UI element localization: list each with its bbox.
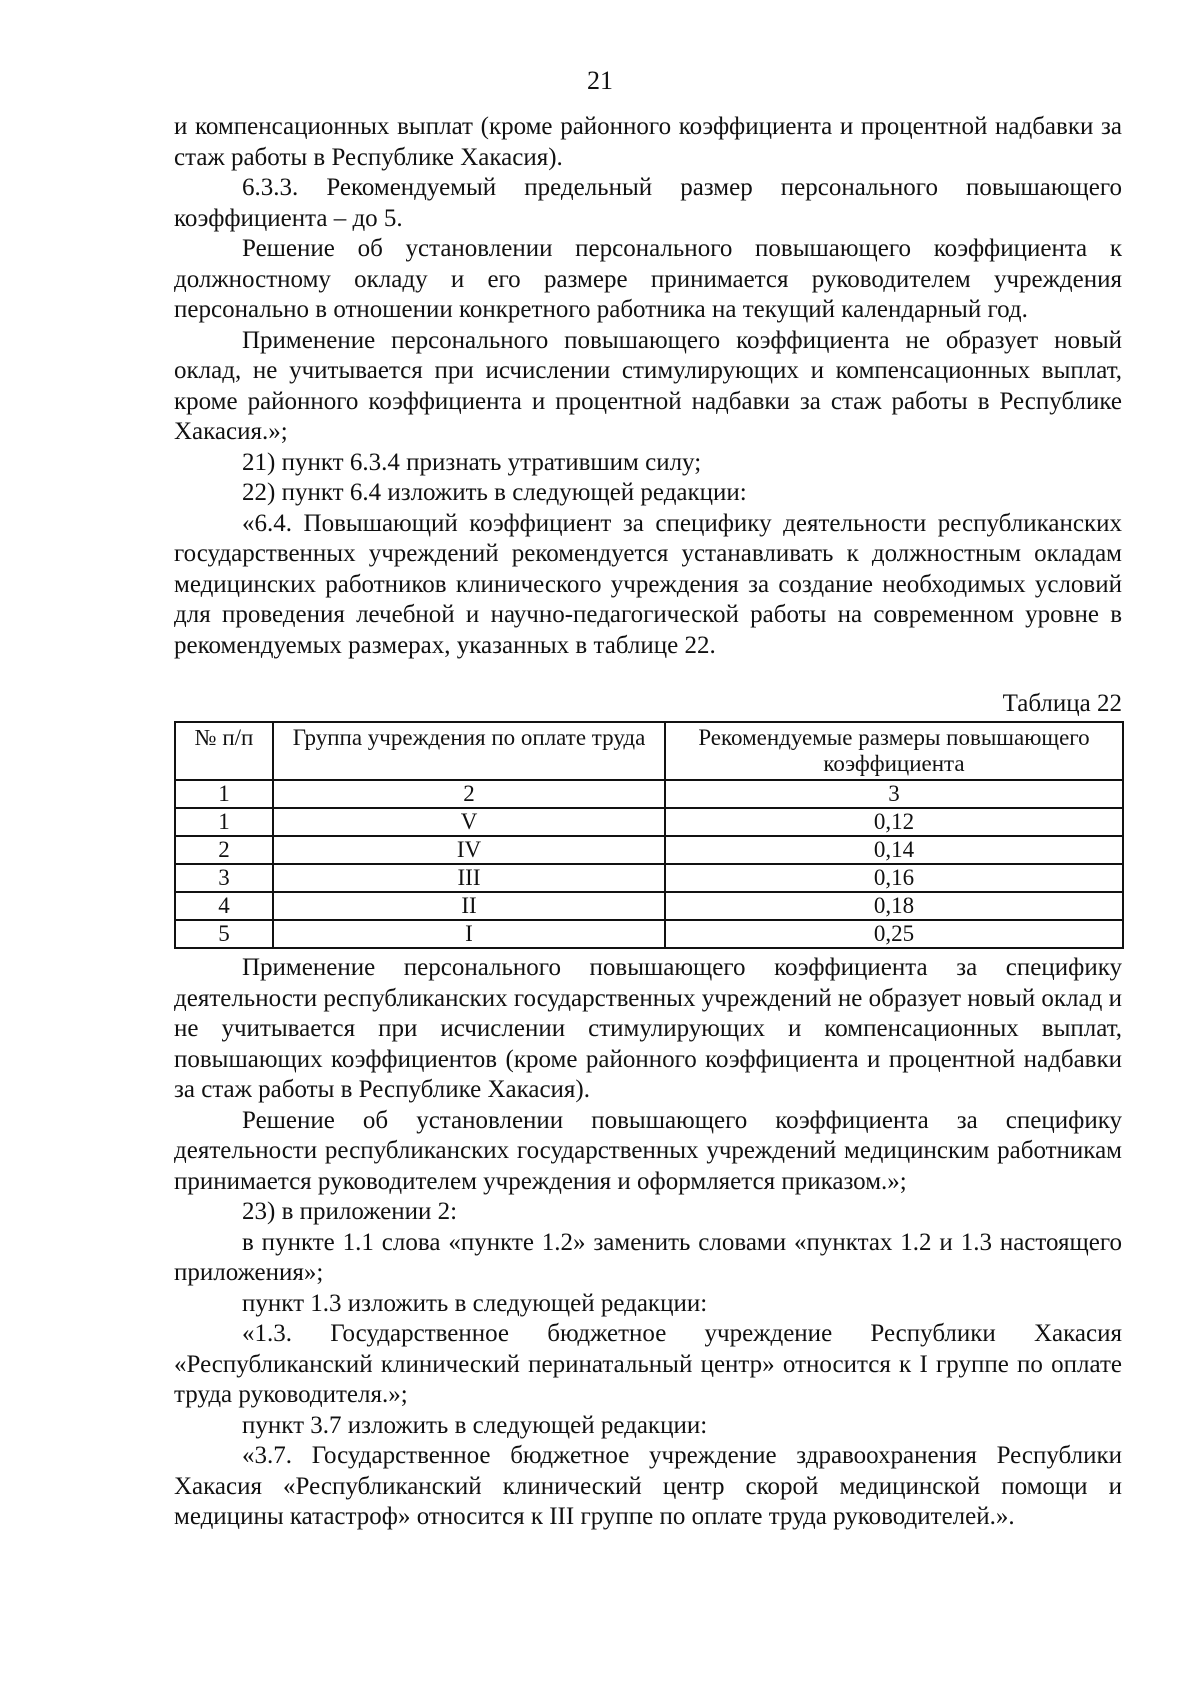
cell-coefficient: 0,25 <box>665 920 1123 948</box>
cell-coefficient: 0,14 <box>665 836 1123 864</box>
table-caption: Таблица 22 <box>1002 690 1122 717</box>
document-body <box>174 112 1122 1533</box>
cell-number: 1 <box>175 808 273 836</box>
page-number: 21 <box>587 66 613 95</box>
body-paragraph: 22) пункт 6.4 изложить в следующей редакции: <box>242 479 747 506</box>
coefficient-table <box>174 721 1124 949</box>
table-header-row <box>175 722 1123 780</box>
column-number-2: 2 <box>273 780 665 808</box>
body-paragraph: в пункте 1.1 слова «пункте 1.2» заменить словами «пунктах 1.2 и 1.3 настоящего приложения»; <box>174 1228 1122 1286</box>
body-paragraph: 21) пункт 6.3.4 признать утратившим силу; <box>242 448 702 476</box>
paragraphs-before-table <box>174 112 1122 661</box>
table-body <box>175 780 1123 948</box>
cell-group: I <box>273 920 665 948</box>
cell-group: V <box>273 808 665 836</box>
header-number: № п/п <box>175 722 273 780</box>
body-paragraph: 6.3.3. Рекомендуемый предельный размер персонального повышающего коэффициента – до 5. <box>174 174 1122 232</box>
body-paragraph: Решение об установлении повышающего коэффициента за специфику деятельности республиканских государственных учреждений медицинским работникам принимается руководителем учреждения и оформляется приказом.»; <box>174 1106 1122 1195</box>
table-row <box>175 920 1123 948</box>
body-paragraph: «6.4. Повышающий коэффициент за специфику деятельности республиканских государственных учреждений рекомендуется устанавливать к должностным окладам медицинских работников клинического учреждения за создание необходимых условий для проведения лечебной и научно-педагогической работы на современном уровне в рекомендуемых размерах, указанных в таблице 22. <box>174 509 1122 659</box>
body-paragraph: пункт 3.7 изложить в следующей редакции: <box>242 1411 708 1439</box>
body-paragraph: Решение об установлении персонального повышающего коэффициента к должностному окладу и его размере принимается руководителем учреждения персонально в отношении конкретного работника на текущий календарный год. <box>174 235 1122 323</box>
column-number-1: 1 <box>175 780 273 808</box>
paragraphs-after-table <box>174 953 1122 1533</box>
body-paragraph: и компенсационных выплат (кроме районного коэффициента и процентной надбавки за стаж работы в Республике Хакасия). <box>174 113 1122 171</box>
cell-number: 5 <box>175 920 273 948</box>
cell-number: 3 <box>175 864 273 892</box>
column-number-3: 3 <box>665 780 1123 808</box>
table-row <box>175 808 1123 836</box>
table-row <box>175 892 1123 920</box>
cell-group: IV <box>273 836 665 864</box>
body-paragraph: пункт 1.3 изложить в следующей редакции: <box>242 1289 708 1317</box>
cell-group: II <box>273 892 665 920</box>
body-paragraph: Применение персонального повышающего коэффициента за специфику деятельности республиканских государственных учреждений не образует новый оклад и не учитывается при исчислении стимулирующих и компенсационных выплат, повышающих коэффициентов (кроме районного коэффициента и процентной надбавки за стаж работы в Республике Хакасия). <box>174 954 1122 1103</box>
cell-group: III <box>273 864 665 892</box>
cell-number: 2 <box>175 836 273 864</box>
cell-coefficient: 0,18 <box>665 892 1123 920</box>
table-column-numbers-row <box>175 780 1123 808</box>
body-paragraph: «1.3. Государственное бюджетное учреждение Республики Хакасия «Республиканский клинический перинатальный центр» относится к I группе по оплате труда руководителя.»; <box>174 1320 1122 1408</box>
cell-coefficient: 0,12 <box>665 808 1123 836</box>
table-row <box>175 836 1123 864</box>
cell-number: 4 <box>175 892 273 920</box>
body-paragraph: «3.7. Государственное бюджетное учреждение здравоохранения Республики Хакасия «Республиканский клинический центр скорой медицинской помощи и медицины катастроф» относится к III группе по оплате труда руководителей.». <box>174 1442 1122 1530</box>
body-paragraph: Применение персонального повышающего коэффициента не образует новый оклад, не учитывается при исчислении стимулирующих и компенсационных выплат, кроме районного коэффициента и процентной надбавки за стаж работы в Республике Хакасия.»; <box>174 326 1122 445</box>
table-row <box>175 864 1123 892</box>
header-coefficient: Рекомендуемые размеры повышающего коэффициента <box>665 722 1123 780</box>
header-group: Группа учреждения по оплате труда <box>273 722 665 780</box>
cell-coefficient: 0,16 <box>665 864 1123 892</box>
body-paragraph: 23) в приложении 2: <box>242 1198 458 1225</box>
